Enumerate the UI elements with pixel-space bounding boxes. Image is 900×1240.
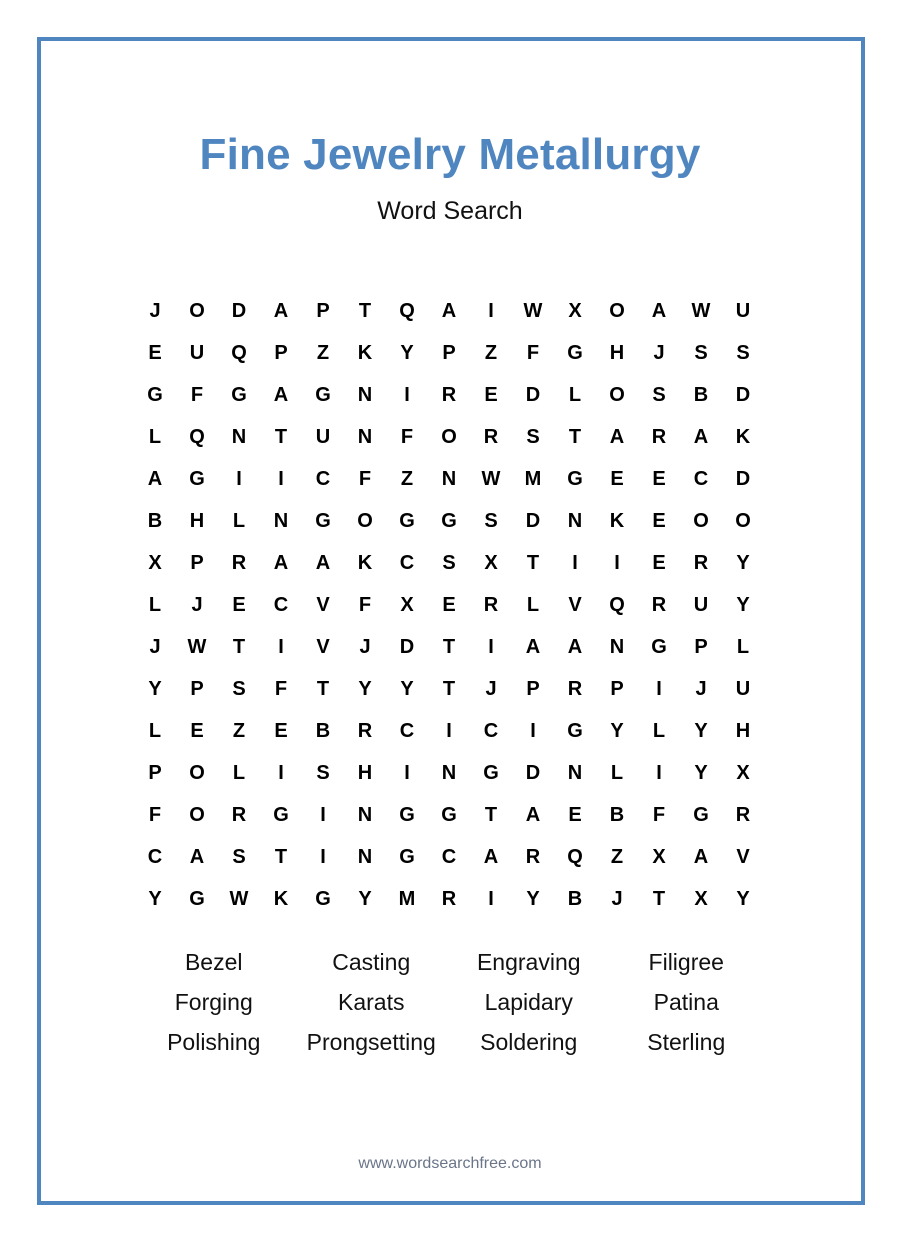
grid-letter[interactable]: O	[357, 509, 373, 532]
grid-letter[interactable]: B	[609, 803, 625, 826]
grid-letter[interactable]: T	[652, 887, 666, 910]
grid-letter[interactable]: A	[651, 299, 667, 322]
grid-letter[interactable]: E	[274, 719, 288, 742]
word-list-item: Polishing	[167, 1028, 261, 1055]
grid-letter[interactable]: L	[652, 719, 666, 742]
grid-letter[interactable]: N	[231, 425, 247, 448]
grid-letter[interactable]: U	[315, 425, 331, 448]
grid-letter[interactable]: A	[147, 467, 163, 490]
grid-letter[interactable]: Y	[610, 719, 624, 742]
grid-letter[interactable]: G	[483, 761, 499, 784]
grid-letter[interactable]: V	[316, 635, 330, 658]
grid-letter[interactable]: J	[485, 677, 497, 700]
word-list-item: Casting	[332, 948, 411, 975]
grid-letter[interactable]: G	[399, 509, 415, 532]
grid-letter[interactable]: A	[609, 425, 625, 448]
grid-letter[interactable]: D	[525, 383, 541, 406]
grid-letter[interactable]: O	[609, 383, 625, 406]
grid-letter[interactable]: Z	[232, 719, 246, 742]
grid-letter[interactable]: W	[187, 635, 207, 658]
grid-letter[interactable]: D	[231, 299, 247, 322]
grid-letter[interactable]: S	[232, 845, 246, 868]
grid-letter[interactable]: R	[483, 593, 499, 616]
grid-letter[interactable]: X	[568, 299, 582, 322]
letter-grid	[134, 290, 764, 920]
word-list-item: Patina	[653, 988, 719, 1015]
grid-letter[interactable]: J	[359, 635, 371, 658]
grid-letter[interactable]: G	[147, 383, 163, 406]
grid-letter[interactable]: V	[568, 593, 582, 616]
grid-letter[interactable]: I	[656, 761, 662, 784]
grid-letter[interactable]: G	[567, 719, 583, 742]
grid-letter[interactable]: H	[189, 509, 205, 532]
grid-letter[interactable]: A	[189, 845, 205, 868]
grid-letter[interactable]: N	[567, 761, 583, 784]
grid-letter[interactable]: P	[442, 341, 456, 364]
grid-letter[interactable]: R	[357, 719, 373, 742]
grid-letter[interactable]: Q	[189, 425, 205, 448]
grid-letter[interactable]: I	[320, 803, 326, 826]
grid-letter[interactable]: R	[693, 551, 709, 574]
grid-letter[interactable]: O	[189, 299, 205, 322]
grid-letter[interactable]: F	[274, 677, 288, 700]
grid-letter[interactable]: R	[525, 845, 541, 868]
grid-letter[interactable]: G	[567, 467, 583, 490]
grid-letter[interactable]: I	[236, 467, 242, 490]
grid-letter[interactable]: A	[315, 551, 331, 574]
grid-letter[interactable]: T	[568, 425, 582, 448]
grid-letter[interactable]: Y	[736, 887, 750, 910]
grid-letter[interactable]: O	[189, 803, 205, 826]
grid-letter[interactable]: A	[567, 635, 583, 658]
grid-letter[interactable]: M	[524, 467, 542, 490]
grid-letter[interactable]: C	[147, 845, 163, 868]
grid-letter[interactable]: T	[442, 677, 456, 700]
grid-letter[interactable]: I	[404, 761, 410, 784]
grid-letter[interactable]: F	[358, 467, 372, 490]
grid-letter[interactable]: Y	[148, 887, 162, 910]
grid-letter[interactable]: R	[651, 593, 667, 616]
grid-letter[interactable]: B	[315, 719, 331, 742]
grid-letter[interactable]: A	[273, 299, 289, 322]
grid-letter[interactable]: G	[441, 803, 457, 826]
grid-letter[interactable]: S	[694, 341, 708, 364]
grid-letter[interactable]: X	[400, 593, 414, 616]
grid-letter[interactable]: C	[483, 719, 499, 742]
grid-letter[interactable]: N	[357, 845, 373, 868]
grid-letter[interactable]: O	[441, 425, 457, 448]
grid-letter[interactable]: N	[441, 761, 457, 784]
grid-letter[interactable]: A	[441, 299, 457, 322]
grid-letter[interactable]: I	[488, 887, 494, 910]
grid-letter[interactable]: V	[736, 845, 750, 868]
grid-letter[interactable]: N	[609, 635, 625, 658]
grid-letter[interactable]: I	[488, 299, 494, 322]
grid-letter[interactable]: T	[274, 425, 288, 448]
grid-letter[interactable]: R	[483, 425, 499, 448]
grid-letter[interactable]: Q	[231, 341, 247, 364]
grid-letter[interactable]: C	[693, 467, 709, 490]
grid-letter[interactable]: T	[232, 635, 246, 658]
grid-letter[interactable]: U	[735, 299, 751, 322]
word-list-item: Prongsetting	[306, 1028, 436, 1055]
grid-letter[interactable]: H	[735, 719, 751, 742]
grid-letter[interactable]: X	[736, 761, 750, 784]
page-title: Fine Jewelry Metallurgy	[199, 130, 701, 179]
grid-letter[interactable]: E	[232, 593, 246, 616]
grid-letter[interactable]: N	[357, 425, 373, 448]
grid-letter[interactable]: Y	[400, 341, 414, 364]
grid-letter[interactable]: Q	[567, 845, 583, 868]
grid-letter[interactable]: Z	[400, 467, 414, 490]
grid-letter[interactable]: R	[441, 887, 457, 910]
word-list-item: Filigree	[648, 948, 724, 975]
grid-letter[interactable]: H	[609, 341, 625, 364]
grid-letter[interactable]: I	[404, 383, 410, 406]
grid-letter[interactable]: F	[148, 803, 162, 826]
grid-letter[interactable]: Y	[694, 761, 708, 784]
grid-letter[interactable]: Q	[609, 593, 625, 616]
grid-letter[interactable]: A	[693, 845, 709, 868]
grid-letter[interactable]: P	[274, 341, 288, 364]
grid-letter[interactable]: P	[610, 677, 624, 700]
grid-letter[interactable]: F	[526, 341, 540, 364]
grid-letter[interactable]: I	[278, 467, 284, 490]
grid-letter[interactable]: R	[567, 677, 583, 700]
grid-letter[interactable]: F	[190, 383, 204, 406]
grid-letter[interactable]: A	[525, 635, 541, 658]
grid-letter[interactable]: K	[273, 887, 289, 910]
grid-letter[interactable]: U	[735, 677, 751, 700]
word-list-item: Bezel	[184, 948, 243, 975]
grid-letter[interactable]: E	[190, 719, 204, 742]
grid-letter[interactable]: W	[229, 887, 249, 910]
grid-letter[interactable]: H	[357, 761, 373, 784]
grid-letter[interactable]: D	[399, 635, 415, 658]
grid-letter[interactable]: J	[191, 593, 203, 616]
grid-letter[interactable]: S	[484, 509, 498, 532]
grid-letter[interactable]: L	[610, 761, 624, 784]
grid-letter[interactable]: Y	[148, 677, 162, 700]
grid-letter[interactable]: L	[148, 593, 162, 616]
grid-letter[interactable]: W	[481, 467, 501, 490]
grid-letter[interactable]: N	[441, 467, 457, 490]
grid-letter[interactable]: I	[530, 719, 536, 742]
grid-letter[interactable]: P	[316, 299, 330, 322]
grid-letter[interactable]: U	[693, 593, 709, 616]
grid-letter[interactable]: U	[189, 341, 205, 364]
grid-letter[interactable]: E	[652, 509, 666, 532]
grid-letter[interactable]: A	[693, 425, 709, 448]
grid-letter[interactable]: G	[189, 887, 205, 910]
grid-letter[interactable]: N	[567, 509, 583, 532]
grid-letter[interactable]: A	[483, 845, 499, 868]
grid-letter[interactable]: S	[232, 677, 246, 700]
grid-letter[interactable]: Z	[484, 341, 498, 364]
grid-letter[interactable]: F	[400, 425, 414, 448]
grid-letter[interactable]: T	[358, 299, 372, 322]
grid-letter[interactable]: I	[572, 551, 578, 574]
grid-letter[interactable]: Y	[736, 551, 750, 574]
grid-letter[interactable]: E	[652, 467, 666, 490]
grid-letter[interactable]: Y	[358, 677, 372, 700]
grid-letter[interactable]: Y	[400, 677, 414, 700]
grid-letter[interactable]: I	[488, 635, 494, 658]
grid-letter[interactable]: R	[231, 803, 247, 826]
grid-letter[interactable]: K	[609, 509, 625, 532]
grid-letter[interactable]: P	[694, 635, 708, 658]
grid-letter[interactable]: G	[693, 803, 709, 826]
grid-letter[interactable]: Y	[736, 593, 750, 616]
grid-letter[interactable]: O	[189, 761, 205, 784]
page-subtitle: Word Search	[377, 197, 523, 225]
grid-letter[interactable]: N	[273, 509, 289, 532]
grid-letter[interactable]: G	[273, 803, 289, 826]
grid-letter[interactable]: V	[316, 593, 330, 616]
grid-letter[interactable]: A	[525, 803, 541, 826]
word-list-item: Karats	[338, 988, 405, 1015]
grid-letter[interactable]: K	[357, 341, 373, 364]
footer-url[interactable]: www.wordsearchfree.com	[358, 1155, 542, 1172]
grid-letter[interactable]: W	[691, 299, 711, 322]
grid-letter[interactable]: T	[442, 635, 456, 658]
grid-letter[interactable]: S	[442, 551, 456, 574]
grid-letter[interactable]: R	[735, 803, 751, 826]
grid-letter[interactable]: F	[358, 593, 372, 616]
grid-letter[interactable]: D	[735, 467, 751, 490]
grid-letter[interactable]: N	[357, 803, 373, 826]
grid-letter[interactable]: G	[399, 845, 415, 868]
grid-letter[interactable]: I	[614, 551, 620, 574]
grid-letter[interactable]: T	[316, 677, 330, 700]
grid-letter[interactable]: X	[652, 845, 666, 868]
grid-letter[interactable]: D	[525, 761, 541, 784]
word-list-item: Engraving	[476, 948, 581, 975]
grid-letter[interactable]: T	[274, 845, 288, 868]
grid-letter[interactable]: O	[693, 509, 709, 532]
grid-letter[interactable]: C	[315, 467, 331, 490]
grid-letter[interactable]: J	[695, 677, 707, 700]
grid-letter[interactable]: M	[398, 887, 416, 910]
grid-letter[interactable]: E	[610, 467, 624, 490]
grid-letter[interactable]: T	[526, 551, 540, 574]
grid-letter[interactable]: P	[526, 677, 540, 700]
word-list-item: Sterling	[647, 1028, 726, 1055]
grid-letter[interactable]: I	[278, 635, 284, 658]
grid-letter[interactable]: R	[441, 383, 457, 406]
grid-letter[interactable]: P	[148, 761, 162, 784]
word-list-item: Lapidary	[484, 988, 573, 1015]
grid-letter[interactable]: J	[653, 341, 665, 364]
grid-letter[interactable]: G	[189, 467, 205, 490]
grid-letter[interactable]: N	[357, 383, 373, 406]
grid-letter[interactable]: I	[446, 719, 452, 742]
grid-letter[interactable]: K	[357, 551, 373, 574]
grid-letter[interactable]: Z	[316, 341, 330, 364]
grid-letter[interactable]: O	[609, 299, 625, 322]
grid-letter[interactable]: X	[694, 887, 708, 910]
grid-letter[interactable]: D	[525, 509, 541, 532]
grid-letter[interactable]: E	[148, 341, 162, 364]
grid-letter[interactable]: K	[735, 425, 751, 448]
grid-letter[interactable]: E	[652, 551, 666, 574]
grid-letter[interactable]: E	[442, 593, 456, 616]
word-list	[135, 942, 765, 1062]
grid-letter[interactable]: O	[735, 509, 751, 532]
grid-letter[interactable]: Y	[526, 887, 540, 910]
grid-letter[interactable]: G	[315, 383, 331, 406]
grid-letter[interactable]: Y	[358, 887, 372, 910]
grid-letter[interactable]: B	[147, 509, 163, 532]
grid-letter[interactable]: P	[190, 677, 204, 700]
grid-letter[interactable]: L	[148, 425, 162, 448]
grid-letter[interactable]: Z	[610, 845, 624, 868]
grid-letter[interactable]: B	[567, 887, 583, 910]
grid-letter[interactable]: F	[652, 803, 666, 826]
grid-letter[interactable]: R	[231, 551, 247, 574]
grid-letter[interactable]: B	[693, 383, 709, 406]
grid-letter[interactable]: C	[399, 719, 415, 742]
grid-letter[interactable]: W	[523, 299, 543, 322]
grid-letter[interactable]: T	[484, 803, 498, 826]
grid-letter[interactable]: L	[148, 719, 162, 742]
grid-letter[interactable]: L	[232, 509, 246, 532]
grid-letter[interactable]: G	[315, 509, 331, 532]
grid-letter[interactable]: J	[611, 887, 623, 910]
word-list-item: Soldering	[480, 1028, 578, 1055]
grid-letter[interactable]: G	[399, 803, 415, 826]
grid-letter[interactable]: G	[651, 635, 667, 658]
grid-letter[interactable]: Q	[399, 299, 415, 322]
grid-letter[interactable]: L	[232, 761, 246, 784]
grid-letter[interactable]: S	[526, 425, 540, 448]
word-list-item: Forging	[174, 988, 253, 1015]
grid-letter[interactable]: A	[273, 551, 289, 574]
grid-letter[interactable]: X	[484, 551, 498, 574]
grid-letter[interactable]: L	[568, 383, 582, 406]
grid-letter[interactable]: A	[273, 383, 289, 406]
grid-letter[interactable]: P	[190, 551, 204, 574]
grid-letter[interactable]: J	[149, 635, 161, 658]
grid-letter[interactable]: G	[231, 383, 247, 406]
grid-letter[interactable]: D	[735, 383, 751, 406]
grid-letter[interactable]: G	[315, 887, 331, 910]
grid-letter[interactable]: C	[441, 845, 457, 868]
grid-letter[interactable]: I	[320, 845, 326, 868]
grid-letter[interactable]: S	[316, 761, 330, 784]
grid-letter[interactable]: L	[526, 593, 540, 616]
grid-letter[interactable]: I	[278, 761, 284, 784]
grid-letter[interactable]: S	[652, 383, 666, 406]
grid-letter[interactable]: X	[148, 551, 162, 574]
grid-letter[interactable]: L	[736, 635, 750, 658]
grid-letter[interactable]: S	[736, 341, 750, 364]
grid-letter[interactable]: G	[441, 509, 457, 532]
grid-letter[interactable]: Y	[694, 719, 708, 742]
grid-letter[interactable]: E	[484, 383, 498, 406]
grid-letter[interactable]: R	[651, 425, 667, 448]
grid-letter[interactable]: C	[399, 551, 415, 574]
grid-letter[interactable]: G	[567, 341, 583, 364]
grid-letter[interactable]: J	[149, 299, 161, 322]
grid-letter[interactable]: I	[656, 677, 662, 700]
grid-letter[interactable]: C	[273, 593, 289, 616]
grid-letter[interactable]: E	[568, 803, 582, 826]
